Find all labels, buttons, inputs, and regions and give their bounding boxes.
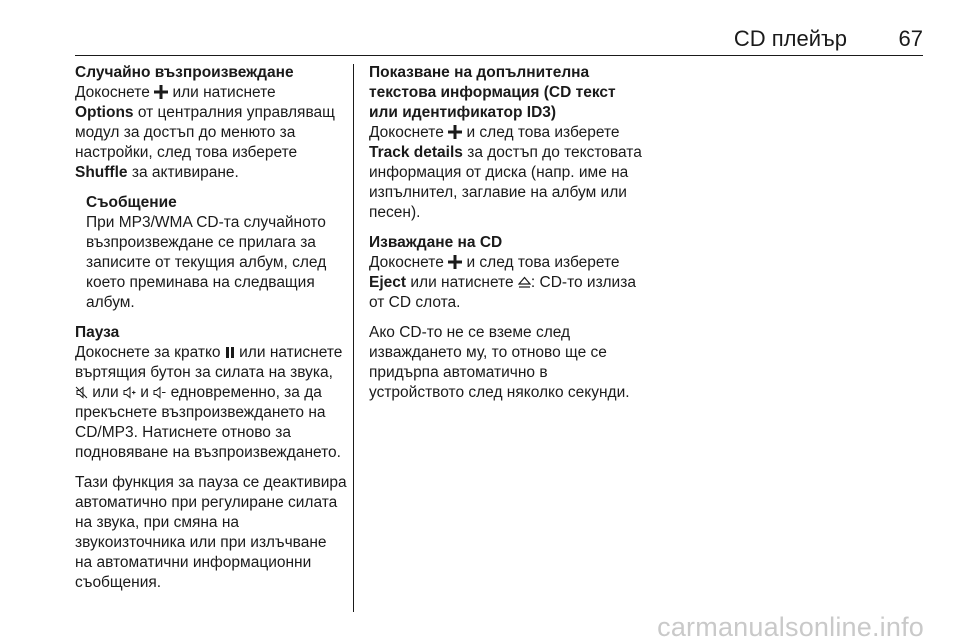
shuffle-label: Shuffle bbox=[75, 164, 128, 181]
text: и след това изберете bbox=[462, 124, 620, 141]
plus-icon bbox=[154, 85, 168, 99]
text: или натиснете bbox=[406, 274, 518, 291]
text: и след това изберете bbox=[462, 254, 620, 271]
pause-paragraph bbox=[75, 343, 347, 463]
plus-icon bbox=[448, 255, 462, 269]
text: или натиснете bbox=[168, 84, 276, 101]
section-info bbox=[369, 63, 642, 223]
eject-paragraph bbox=[369, 253, 643, 313]
eject-paragraph-2: Ако CD-то не се вземе след изваждането му, то отново ще се придърпа автоматично в устройството след няколко секунди. bbox=[369, 324, 630, 401]
page-title: CD плейър bbox=[733, 26, 847, 51]
text: Докоснете bbox=[369, 124, 449, 141]
left-column bbox=[75, 63, 347, 603]
volume-down-icon bbox=[153, 386, 166, 399]
section-pause bbox=[75, 323, 347, 593]
text: едновременно, за да прекъснете възпроизвеждането на CD/MP3. Натиснете отново за подновяване на възпроизвеждането. bbox=[75, 384, 341, 461]
info-paragraph bbox=[369, 123, 643, 223]
text: : CD-то излиза от CD слота. bbox=[369, 274, 636, 311]
track-details-label: Track details bbox=[369, 144, 463, 161]
pause-paragraph-2: Тази функция за пауза се деактивира автоматично при регулиране силата на звука, при смяна на звукоизточника или при излъчване на автоматични информационни съобщения. bbox=[75, 474, 347, 591]
page-header bbox=[75, 26, 923, 52]
section-heading-eject: Изваждане на CD bbox=[369, 234, 503, 251]
text: Докоснете bbox=[369, 254, 449, 271]
note-title: Съобщение bbox=[86, 194, 177, 211]
options-label: Options bbox=[75, 104, 134, 121]
pause-icon bbox=[225, 346, 235, 359]
eject-icon bbox=[518, 276, 531, 289]
random-paragraph bbox=[75, 83, 347, 183]
eject-label: Eject bbox=[369, 274, 407, 291]
page-number: 67 bbox=[898, 26, 923, 51]
note-text: При MP3/WMA CD-та случайното възпроизвеждане се прилага за записите от текущия албум, след което преминава на следващия албум. bbox=[86, 214, 327, 311]
right-column bbox=[369, 63, 642, 413]
note-box bbox=[75, 193, 347, 313]
text: за активиране. bbox=[127, 164, 239, 181]
header-rule bbox=[75, 55, 923, 56]
text: Докоснете за кратко bbox=[75, 344, 225, 361]
section-heading-info: Показване на допълнителна текстова информация (CD текст или идентификатор ID3) bbox=[369, 64, 616, 121]
text: или bbox=[88, 384, 123, 401]
watermark: carmanualsonline.info bbox=[657, 612, 924, 642]
plus-icon bbox=[448, 125, 462, 139]
section-heading-random: Случайно възпроизвеждане bbox=[75, 64, 294, 81]
text: или натиснете въртящия бутон за силата на звука, bbox=[75, 344, 343, 381]
mute-icon bbox=[75, 386, 88, 399]
section-eject bbox=[369, 233, 637, 403]
text: и bbox=[135, 384, 154, 401]
section-heading-pause: Пауза bbox=[75, 324, 120, 341]
volume-up-icon bbox=[123, 386, 136, 399]
column-divider bbox=[353, 64, 354, 612]
section-random bbox=[75, 63, 347, 183]
text: Докоснете bbox=[75, 84, 155, 101]
text: от централния управляващ модул за достъп до менюто за настройки, след това изберете bbox=[75, 104, 335, 161]
text: за достъп до текстовата информация от диска (напр. име на изпълнител, заглавие на албум или песен). bbox=[369, 144, 642, 221]
